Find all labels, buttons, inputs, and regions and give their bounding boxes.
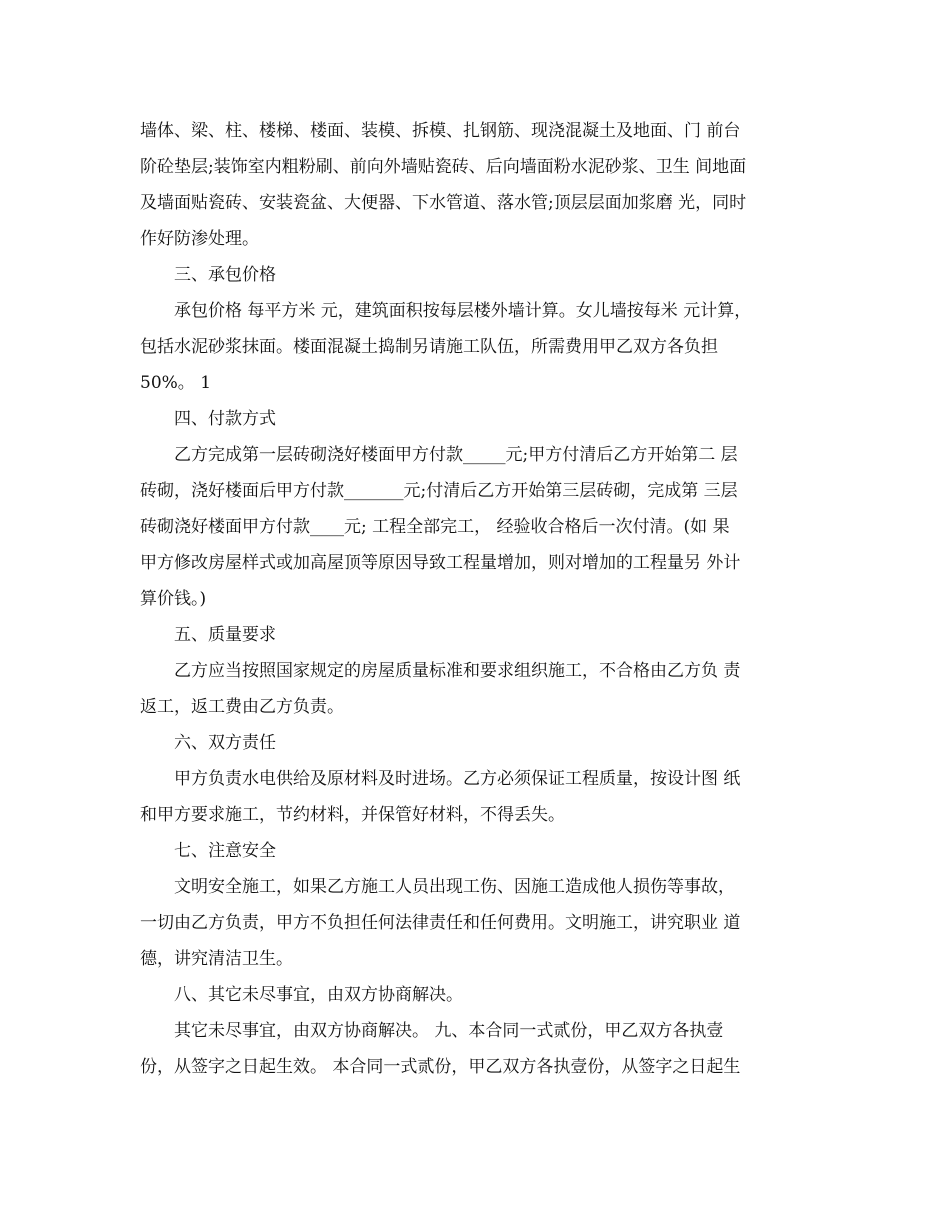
- text-line: 甲方负责水电供给及原材料及时进场。乙方必须保证工程质量，按设计图 纸: [174, 769, 741, 789]
- quality-paragraph: [140, 653, 810, 725]
- text-line: 砖砌浇好楼面甲方付款____元; 工程全部完工， 经验收合格后一次付清。(如 果: [140, 517, 730, 537]
- text-line: 包括水泥砂浆抹面。楼面混凝土捣制另请施工队伍，所需费用甲乙双方各负担: [140, 337, 718, 357]
- text-line: 墙体、梁、柱、楼梯、楼面、装模、拆模、扎钢筋、现浇混凝土及地面、门 前台: [140, 121, 741, 141]
- section-heading-payment: 四、付款方式: [174, 409, 276, 429]
- text-line: 50%。 1: [140, 373, 212, 393]
- text-line: 砖砌，浇好楼面后甲方付款_______元;付清后乙方开始第三层砖砌，完成第 三层: [140, 481, 738, 501]
- section-heading-other: 八、其它未尽事宜，由双方协商解决。: [174, 985, 463, 1005]
- text-line: 文明安全施工，如果乙方施工人员出现工伤、因施工造成他人损伤等事故，: [174, 877, 735, 897]
- other-paragraph: [140, 1013, 810, 1085]
- text-line: 及墙面贴瓷砖、安装瓷盆、大便器、下水管道、落水管;顶层层面加浆磨 光，同时: [140, 193, 747, 213]
- document-page: [140, 113, 810, 1085]
- text-line: 其它未尽事宜，由双方协商解决。 九、本合同一式贰份，甲乙双方各执壹: [174, 1021, 724, 1041]
- text-line: 份，从签字之日起生效。 本合同一式贰份，甲乙双方各执壹份，从签字之日起生: [140, 1057, 741, 1077]
- section-heading-price: 三、承包价格: [174, 265, 276, 285]
- text-line: 甲方修改房屋样式或加高屋顶等原因导致工程量增加，则对增加的工程量另 外计: [140, 553, 741, 573]
- payment-paragraph: [140, 437, 810, 617]
- section-heading-quality: 五、质量要求: [174, 625, 276, 645]
- text-line: 和甲方要求施工，节约材料，并保管好材料，不得丢失。: [140, 805, 565, 825]
- text-line: 一切由乙方负责，甲方不负担任何法律责任和任何费用。文明施工，讲究职业 道: [140, 913, 741, 933]
- text-line: 返工，返工费由乙方负责。: [140, 697, 344, 717]
- responsibility-paragraph: [140, 761, 810, 833]
- text-line: 乙方完成第一层砖砌浇好楼面甲方付款_____元;甲方付清后乙方开始第二 层: [174, 445, 738, 465]
- text-line: 乙方应当按照国家规定的房屋质量标准和要求组织施工，不合格由乙方负 责: [174, 661, 741, 681]
- text-line: 德，讲究清洁卫生。: [140, 949, 293, 969]
- section-heading-responsibility: 六、双方责任: [174, 733, 276, 753]
- scope-paragraph: [140, 113, 810, 257]
- text-line: 阶砼垫层;装饰室内粗粉刷、前向外墙贴瓷砖、后向墙面粉水泥砂浆、卫生 间地面: [140, 157, 747, 177]
- price-paragraph: [140, 293, 810, 401]
- text-line: 算价钱。): [140, 589, 207, 609]
- section-heading-safety: 七、注意安全: [174, 841, 276, 861]
- text-line: 作好防渗处理。: [140, 229, 259, 249]
- safety-paragraph: [140, 869, 810, 977]
- text-line: 承包价格 每平方米 元，建筑面积按每层楼外墙计算。女儿墙按每米 元计算，: [174, 301, 752, 321]
